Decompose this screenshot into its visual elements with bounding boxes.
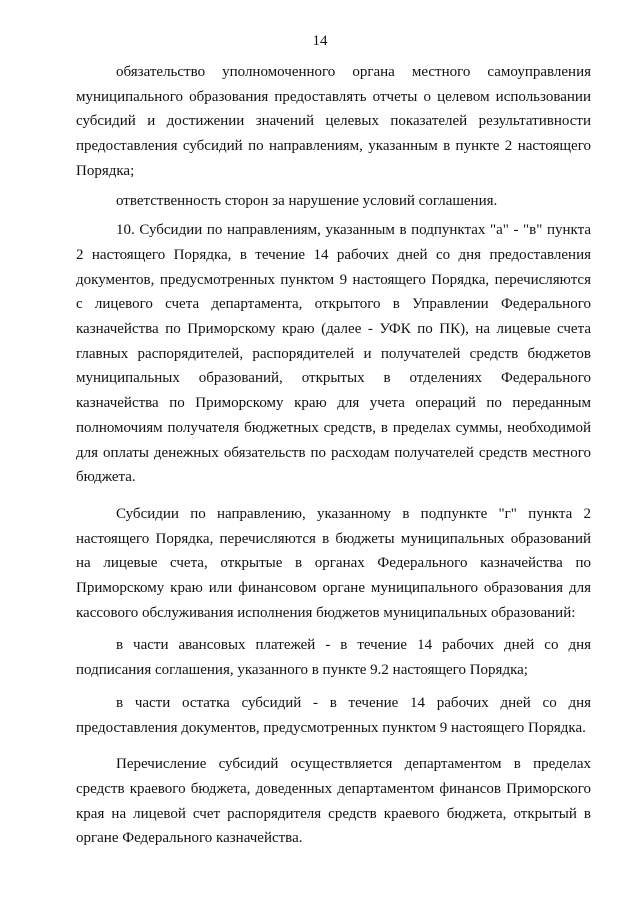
- document-body: [76, 60, 591, 851]
- paragraph-transfer-limits: Перечисление субсидий осуществляется департаментом в пределах средств краевого бюджета, доведенных департаментом финансов Приморского края на лицевой счет распорядителя средств краевого бюджета, открытый в органе Федерального казначейства.: [76, 756, 591, 847]
- paragraph-remaining-subsidies: в части остатка субсидий - в течение 14 рабочих дней со дня предоставления документов, предусмотренных пунктом 9 настоящего Порядка.: [76, 694, 591, 736]
- paragraph-obligation-reports: обязательство уполномоченного органа местного самоуправления муниципального образования предоставлять отчеты о целевом использовании субсидий и достижении значений целевых показателей результативности предоставления субсидий по направлениям, указанным в пункте 2 настоящего Порядка;: [76, 64, 591, 179]
- paragraph-subsidy-g: Субсидии по направлению, указанному в подпункте "г" пункта 2 настоящего Порядка, перечисляются в бюджеты муниципальных образований на лицевые счета, открытые в органах Федерального казначейства по Приморскому краю или финансовом органе муниципального образования для кассового обслуживания исполнения бюджетов муниципальных образований:: [76, 505, 591, 621]
- paragraph-responsibility: ответственность сторон за нарушение условий соглашения.: [116, 192, 498, 209]
- page-number: 14: [312, 33, 328, 49]
- paragraph-item-10: 10. Субсидии по направлениям, указанным в подпунктах "а" - "в" пункта 2 настоящего Порядка, в течение 14 рабочих дней со дня предоставления документов, предусмотренных пунктом 9 настоящего Порядка, перечисляются с лицевого счета департамента, открытого в Управлении Федерального казначейства по Приморскому краю (далее - УФК по ПК), на лицевые счета главных распорядителей, распорядителей и получателей средств бюджетов муниципальных образований, открытых в отделениях Федерального казначейства по Приморскому краю для учета операций по переданным полномочиям получателя бюджетных средств, в пределах суммы, необходимой для оплаты денежных обязательств по расходам получателей средств местного бюджета.: [76, 222, 591, 486]
- paragraph-advance-payments: в части авансовых платежей - в течение 14 рабочих дней со дня подписания соглашения, указанного в пункте 9.2 настоящего Порядка;: [76, 637, 591, 679]
